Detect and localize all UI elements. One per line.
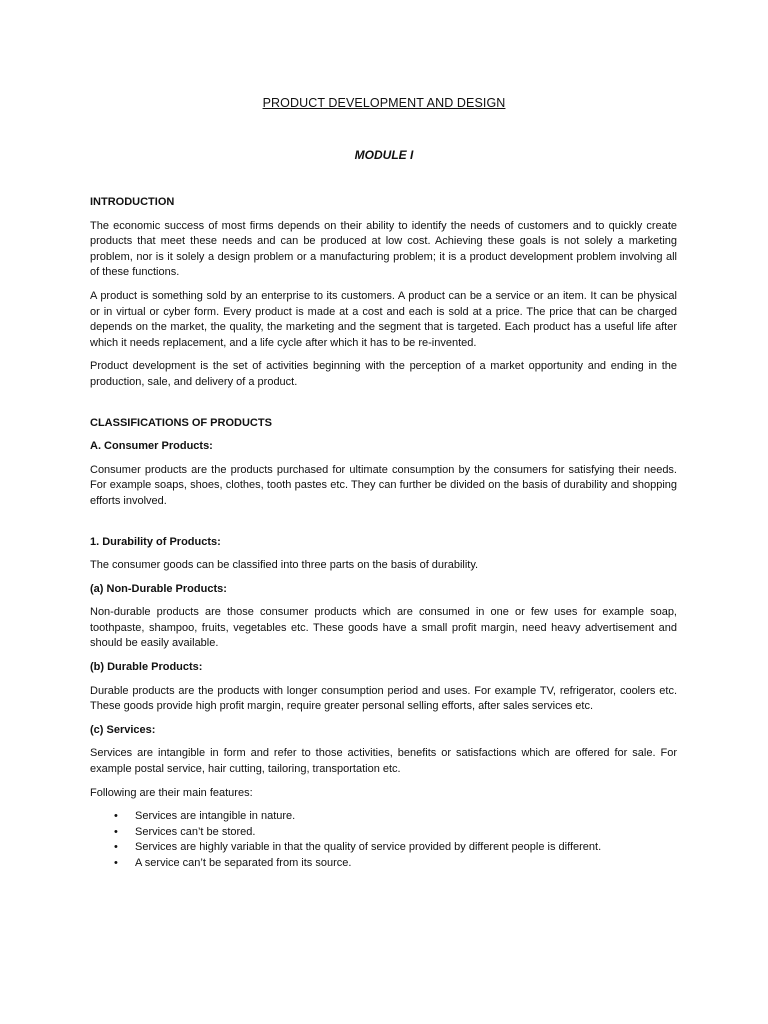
section-spacer (90, 399, 677, 416)
durable-heading: (b) Durable Products: (90, 661, 203, 674)
introduction-paragraph-3: Product development is the set of activities beginning with the perception of a market opportunity and ending in the production, sale, and delivery of a product. (90, 360, 677, 388)
introduction-heading: INTRODUCTION (90, 196, 175, 208)
non-durable-heading: (a) Non-Durable Products: (90, 582, 227, 595)
introduction-paragraph-1: The economic success of most firms depends on their ability to identify the needs of customers and to quickly create products that meet these needs and can be produced at low cost. Achieving these goals is not solely a marketing problem, nor is it solely a design problem or a manufacturing problem; it is a product development problem involving all of these functions. (90, 219, 677, 279)
features-intro: Following are their main features: (90, 786, 253, 799)
bullet-icon: • (114, 810, 118, 823)
features-list (90, 809, 677, 871)
bullet-icon: • (114, 841, 118, 854)
non-durable-paragraph: Non-durable products are those consumer products which are consumed in one or few uses for example soap, toothpaste, shampoo, fruits, vegetables etc. These goods have a small profit margin, need heavy advertisement and should be easily available. (90, 606, 677, 650)
classifications-heading: CLASSIFICATIONS OF PRODUCTS (90, 416, 272, 429)
introduction-paragraph-2: A product is something sold by an enterprise to its customers. A product can be a service or an item. It can be physical or in virtual or cyber form. Every product is made at a cost and each is sold at a price. The price that can be charged depends on the market, the quality, the marketing and the segment that is targeted. Each product has a useful life after which it needs replacement, and a life cycle after which it has to be re-invented. (90, 289, 677, 349)
list-item (90, 809, 677, 825)
list-item (90, 856, 677, 872)
list-item (90, 840, 677, 856)
list-item-text: Services are intangible in nature. (135, 810, 296, 823)
list-item-text: Services are highly variable in that the quality of service provided by different people is different. (135, 841, 602, 854)
durable-paragraph: Durable products are the products with longer consumption period and uses. For example TV, refrigerator, coolers etc. These goods provide high profit margin, require greater personal selling efforts, after sales services etc. (90, 684, 677, 713)
list-item (90, 825, 677, 841)
services-heading: (c) Services: (90, 723, 156, 736)
document-title: PRODUCT DEVELOPMENT AND DESIGN (262, 96, 506, 110)
durability-paragraph: The consumer goods can be classified into three parts on the basis of durability. (90, 559, 479, 572)
bullet-icon: • (114, 857, 118, 869)
bullet-icon: • (114, 825, 118, 838)
consumer-products-heading: A. Consumer Products: (90, 440, 213, 453)
consumer-products-paragraph: Consumer products are the products purchased for ultimate consumption by the consumers for satisfying their needs. For example soaps, shoes, clothes, tooth pastes etc. They can further be divided on the basis of durability and shopping efforts involved. (90, 463, 677, 507)
durability-heading: 1. Durability of Products: (90, 535, 221, 548)
services-paragraph: Services are intangible in form and refer to those activities, benefits or satisfactions which are offered for sale. For example postal service, hair cutting, tailoring, transportation etc. (90, 747, 677, 776)
document-body (90, 195, 677, 872)
section-spacer (90, 518, 677, 535)
list-item-text: A service can’t be separated from its source. (135, 857, 352, 869)
module-title: MODULE I (354, 148, 414, 162)
list-item-text: Services can’t be stored. (135, 825, 256, 838)
